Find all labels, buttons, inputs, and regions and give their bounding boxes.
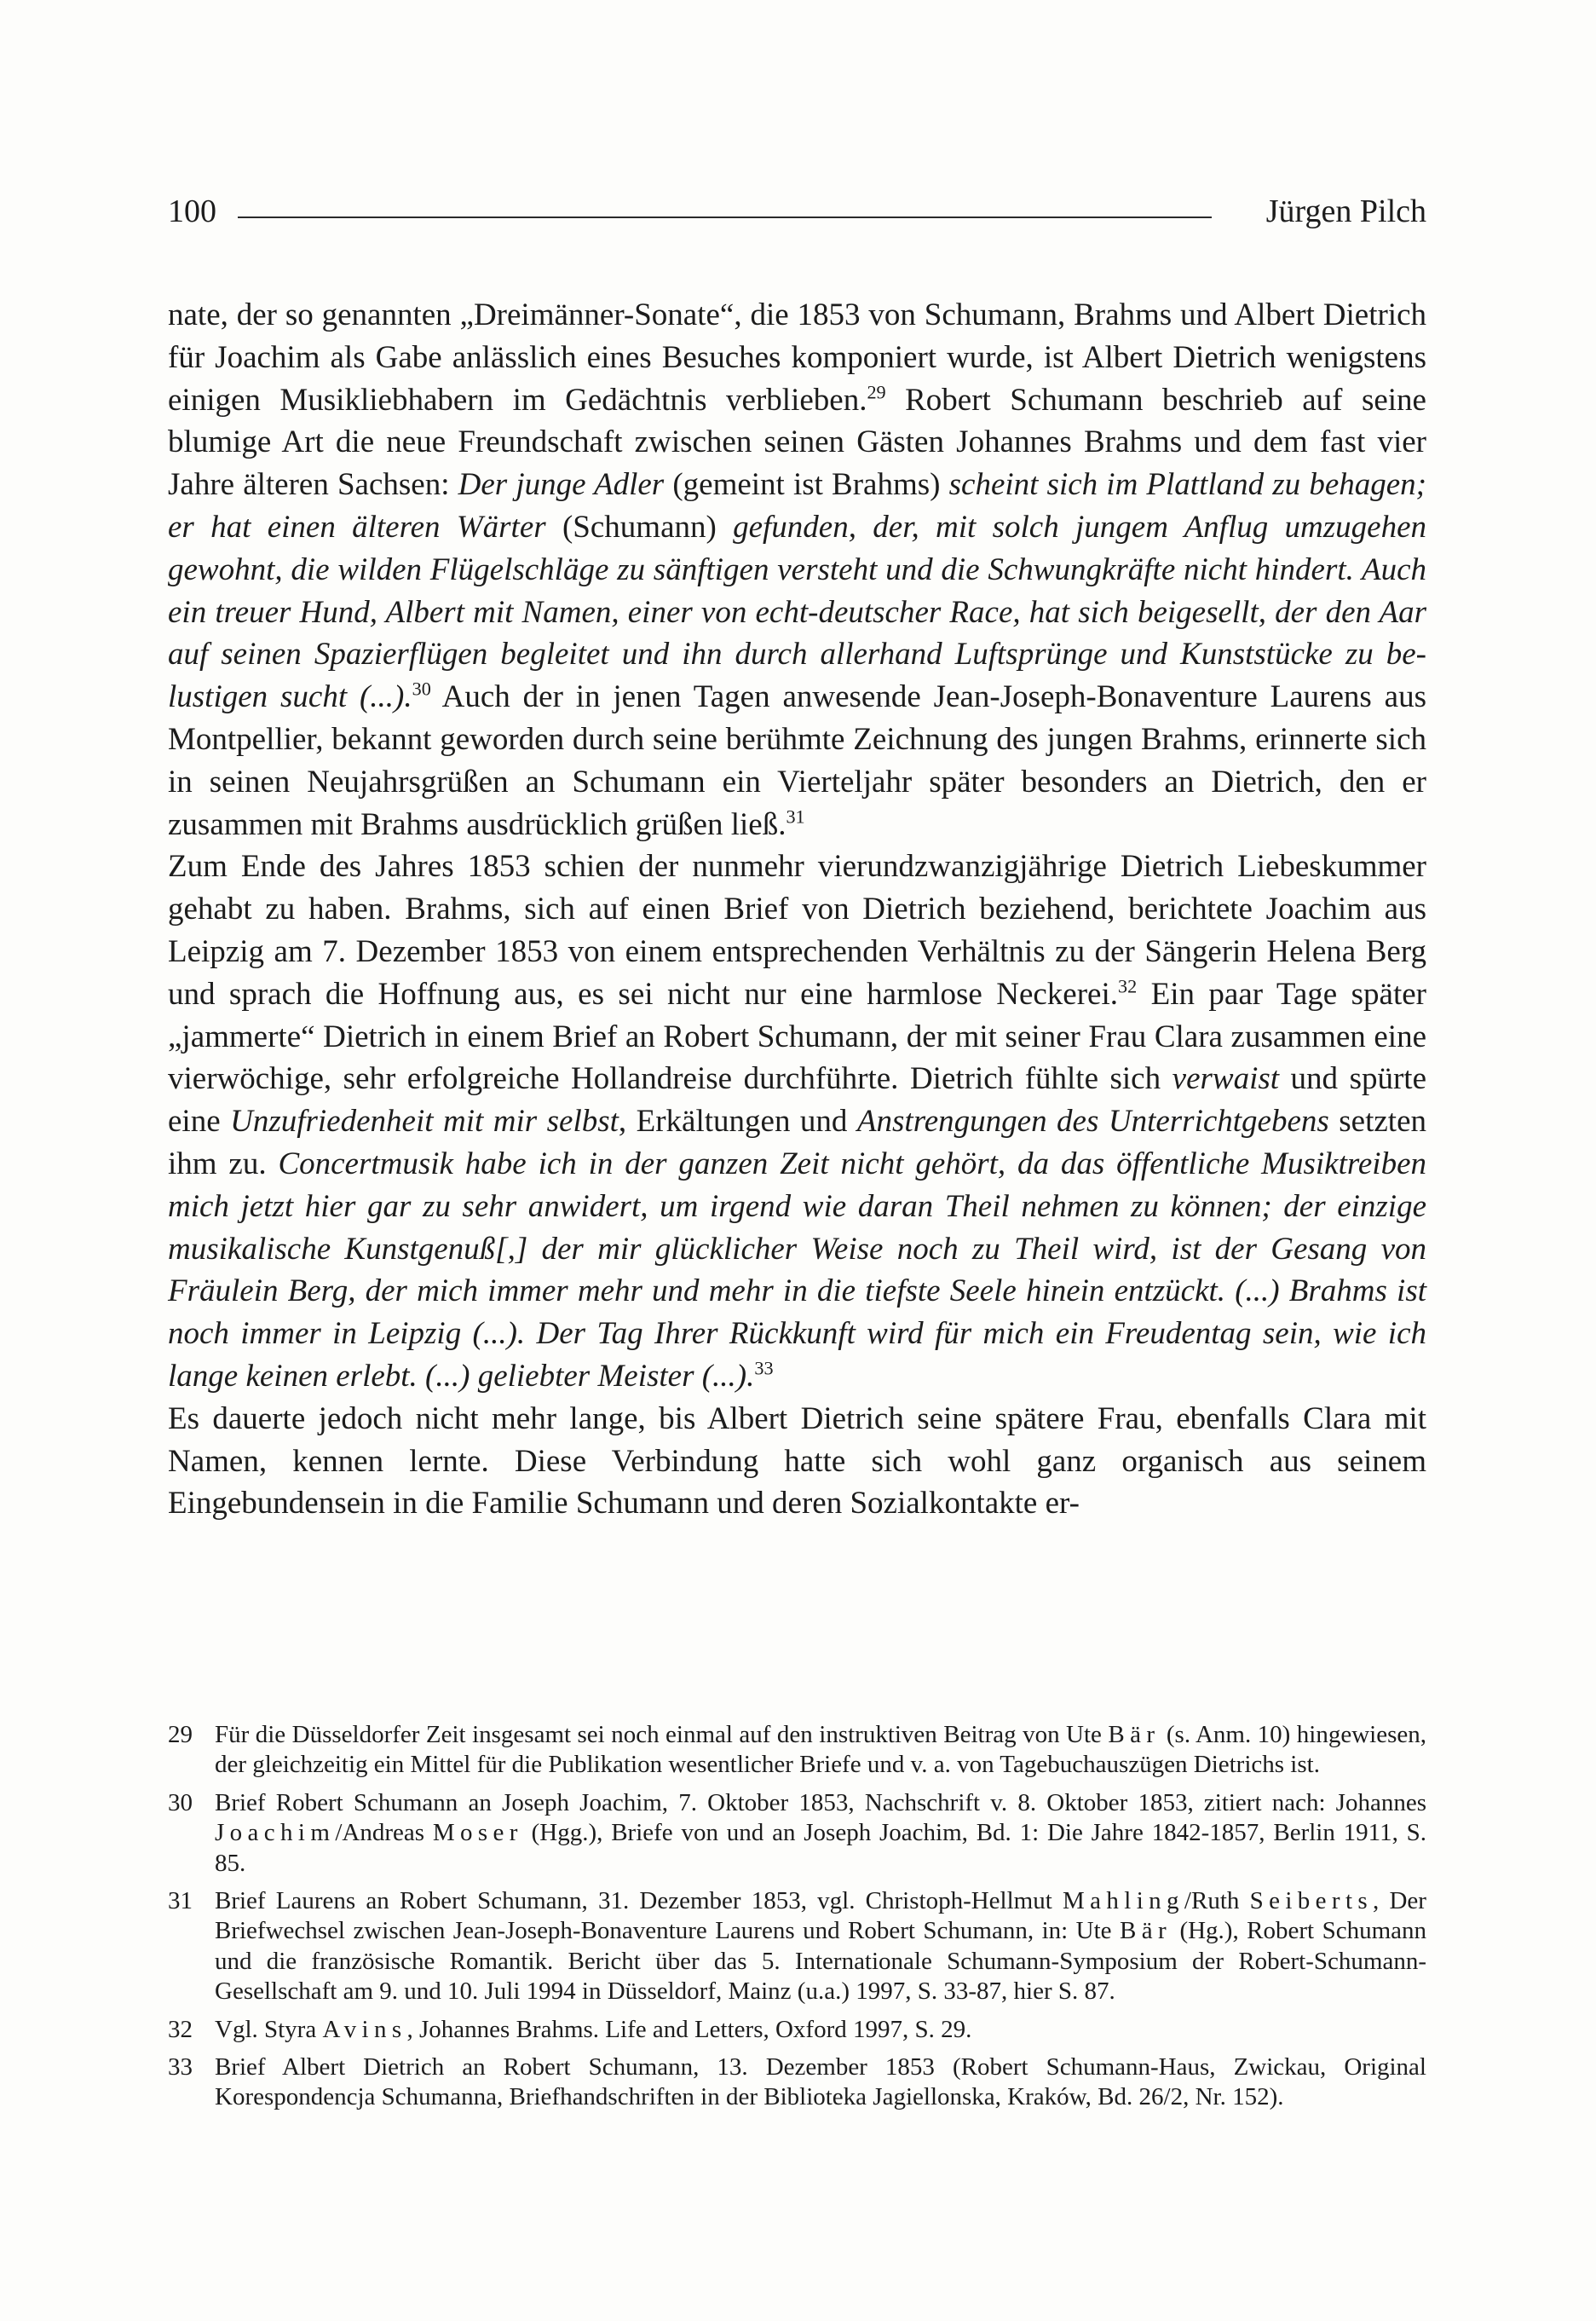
quote-italic: verwaist — [1172, 1061, 1280, 1097]
footnote-number: 29 — [168, 1721, 193, 1748]
running-header-author: Jürgen Pilch — [1265, 193, 1426, 229]
quote-italic: scheint sich im Plattland zu behagen; er hat einen älteren Wärter — [168, 467, 1426, 545]
quote-italic: Der junge Adler — [458, 467, 665, 503]
header-rule — [238, 217, 1212, 218]
footnote-31: 31 Brief Laurens an Robert Schumann, 31. Dezember 1853, vgl. Christoph-Hellmut Mahling/Ruth Seiberts, Der Briefwechsel zwischen Jean-Joseph-Bonaventure Laurens und Robert Schumann, in: Ute Bär (Hg.), Robert Schumann und die französische Romantik. Bericht über das 5. Internationale Schumann-Symposium der Robert-Schumann-Gesellschaft am 9. und 10. Juli 1994 in Düsseldorf, Mainz (u.a.) 1997, S. 33-87, hier S. 87. — [168, 1887, 1426, 2006]
paragraph-2: Zum Ende des Jahres 1853 schien der nunmehr vierundzwanzigjährige Dietrich Liebeskummer gehabt zu haben. Brahms, sich auf einen Brief von Dietrich beziehend, berichtete Joachim aus Leipzig am 7. Dezember 1853 von einem entsprechenden Verhältnis zu der Sängerin Helena Berg und sprach die Hoffnung aus, es sei nicht nur eine harmlose Neckerei.$^{32}$ Ein paar Tage später „jammerte“ Dietrich in einem Brief an Robert Schumann, der mit seiner Frau Clara zusammen eine vierwöchige, sehr erfolgreiche Hollandreise durchführte. Dietrich fühlte sich verwaist und spürte eine Unzufriedenheit mit mir selbst, Erkältungen und Anstrengungen des Unterrichtgebens setzten ihm zu. Concertmusik habe ich in der ganzen Zeit nicht gehört, da das öffentliche Musiktreiben mich jetzt hier gar zu sehr anwidert, um irgend wie daran Theil nehmen zu können; der einzige musikalische Kunstgenuß[,] der mir glücklicher Weise noch zu Theil wird, ist der Gesang von Fräulein Berg, der mich immer mehr und mehr in die tiefste Seele hinein entzückt. (...) Brahms ist noch immer in Leipzig (...). Der Tag Ihrer Rückkunft wird für mich ein Freudentag sein, wie ich lange keinen erlebt. (...) geliebter Meister (...).$^{33}$ — [168, 849, 1426, 1394]
footnote-33: 33 Brief Albert Dietrich an Robert Schumann, 13. Dezember 1853 (Robert Schumann-Haus, Zwickau, Original Korespondencja Schumanna, Briefhandschriften in der Biblioteka Jagiellonska, Kraków, Bd. 26/2, Nr. 152). — [168, 2053, 1426, 2111]
author-name-spaced: Joachim — [215, 1819, 336, 1847]
footnote-ref-33[interactable]: 33 — [754, 1357, 774, 1379]
author-name-spaced: Bär — [1108, 1721, 1161, 1748]
footnotes — [168, 1720, 1426, 2121]
footnote-ref-29[interactable]: 29 — [867, 381, 886, 403]
footnote-number: 31 — [168, 1887, 193, 1915]
author-name-spaced: Moser — [432, 1819, 523, 1847]
footnote-number: 33 — [168, 2053, 193, 2081]
footnote-ref-32[interactable]: 32 — [1118, 975, 1138, 997]
author-name-spaced: Mahling — [1062, 1887, 1184, 1915]
paragraph-3: Es dauerte jedoch nicht mehr lange, bis Albert Dietrich seine spätere Frau, ebenfalls Clara mit Namen, kennen lernte. Diese Verbindung hatte sich wohl ganz organisch aus seinem Eingebundensein in die Familie Schumann und deren Sozialkontakte er- — [168, 1400, 1426, 1521]
footnote-ref-31[interactable]: 31 — [786, 805, 805, 828]
footnote-number: 32 — [168, 2015, 193, 2043]
footnote-32: 32 Vgl. Styra Avins, Johannes Brahms. Life and Letters, Oxford 1997, S. 29. — [168, 2015, 1426, 2045]
quote-italic: gefunden, der, mit solch jungem Anflug umzugehen gewohnt, die wilden Flügelschläge zu sänftigen versteht und die Schwungkräfte nicht hindert. Auch ein treuer Hund, Albert mit Namen, einer von echt-deutscher Race, hat sich beigesellt, der den Aar auf seinen Spazierflügen begleitet und ihn durch allerhand Luftsprünge und Kunststücke zu belustigen sucht (...). — [168, 509, 1426, 715]
quote-italic: Anstrengungen des Unterrichtgebens — [856, 1104, 1329, 1140]
footnote-29: 29 Für die Düsseldorfer Zeit insgesamt sei noch einmal auf den instruktiven Beitrag von Ute Bär (s. Anm. 10) hingewiesen, der gleichzeitig ein Mittel für die Publikation wesentlicher Briefe und v. a. von Tagebuchauszügen Dietrichs ist. — [168, 1721, 1426, 1779]
footnote-ref-30[interactable]: 30 — [412, 678, 431, 700]
footnote-number: 30 — [168, 1788, 193, 1816]
author-name-spaced: Seiberts — [1249, 1887, 1374, 1915]
paragraph-1: nate, der so genannten „Dreimänner-Sonate“, die 1853 von Schumann, Brahms und Albert Dietrich für Joachim als Gabe anlässlich eines Besuches komponiert wurde, ist Albert Dietrich wenigstens einigen Musikliebhabern im Gedächtnis verblieben.$^{29}$ Robert Schumann beschrieb auf seine blumige Art die neue Freundschaft zwischen seinen Gästen Johannes Brahms und dem fast vier Jahre älteren Sachsen: Der junge Adler (gemeint ist Brahms) scheint sich im Plattland zu behagen; er hat einen älteren Wärter (Schumann) gefunden, der, mit solch jungem Anflug umzugehen gewohnt, die wilden Flügelschläge zu sänftigen versteht und die Schwungkräfte nicht hindert. Auch ein treuer Hund, Albert mit Namen, einer von echt-deutscher Race, hat sich beigesellt, der den Aar auf seinen Spazierflügen begleitet und ihn durch allerhand Luftsprünge und Kunststücke zu belustigen sucht (...).$^{30}$ Auch der in jenen Tagen anwesende Jean-Joseph-Bonaventure Laurens aus Montpellier, bekannt geworden durch seine berühmte Zeichnung des jungen Brahms, erinnerte sich in seinen Neujahrsgrüßen an Schumann ein Vierteljahr später besonders an Dietrich, den er zusammen mit Brahms ausdrücklich grüßen ließ.$^{31}$ — [168, 297, 1426, 842]
running-header — [168, 189, 1426, 240]
author-name-spaced: Avins — [322, 2015, 407, 2043]
quote-italic: Unzufriedenheit mit mir selbst — [230, 1104, 619, 1140]
quote-italic: Concertmusik habe ich in der ganzen Zeit nicht gehört, da das öffentliche Musiktreiben mich jetzt hier gar zu sehr anwidert, um irgend wie daran Theil nehmen zu können; der einzige musikalische Kunstgenuß[,] der mir glücklicher Weise noch zu Theil wird, ist der Gesang von Fräulein Berg, der mich immer mehr und mehr in die tiefste Seele hinein entzückt. (...) Brahms ist noch immer in Leipzig (...). Der Tag Ihrer Rückkunft wird für mich ein Freudentag sein, wie ich lange keinen erlebt. (...) geliebter Meister (...). — [168, 1146, 1426, 1394]
author-name-spaced: Bär — [1119, 1917, 1172, 1945]
page-number: 100 — [168, 193, 216, 229]
footnote-30: 30 Brief Robert Schumann an Joseph Joachim, 7. Oktober 1853, Nachschrift v. 8. Oktober 1853, zitiert nach: Johannes Joachim/Andreas Moser (Hgg.), Briefe von und an Joseph Joachim, Bd. 1: Die Jahre 1842-1857, Berlin 1911, S. 85. — [168, 1788, 1427, 1877]
main-text — [168, 294, 1426, 1525]
